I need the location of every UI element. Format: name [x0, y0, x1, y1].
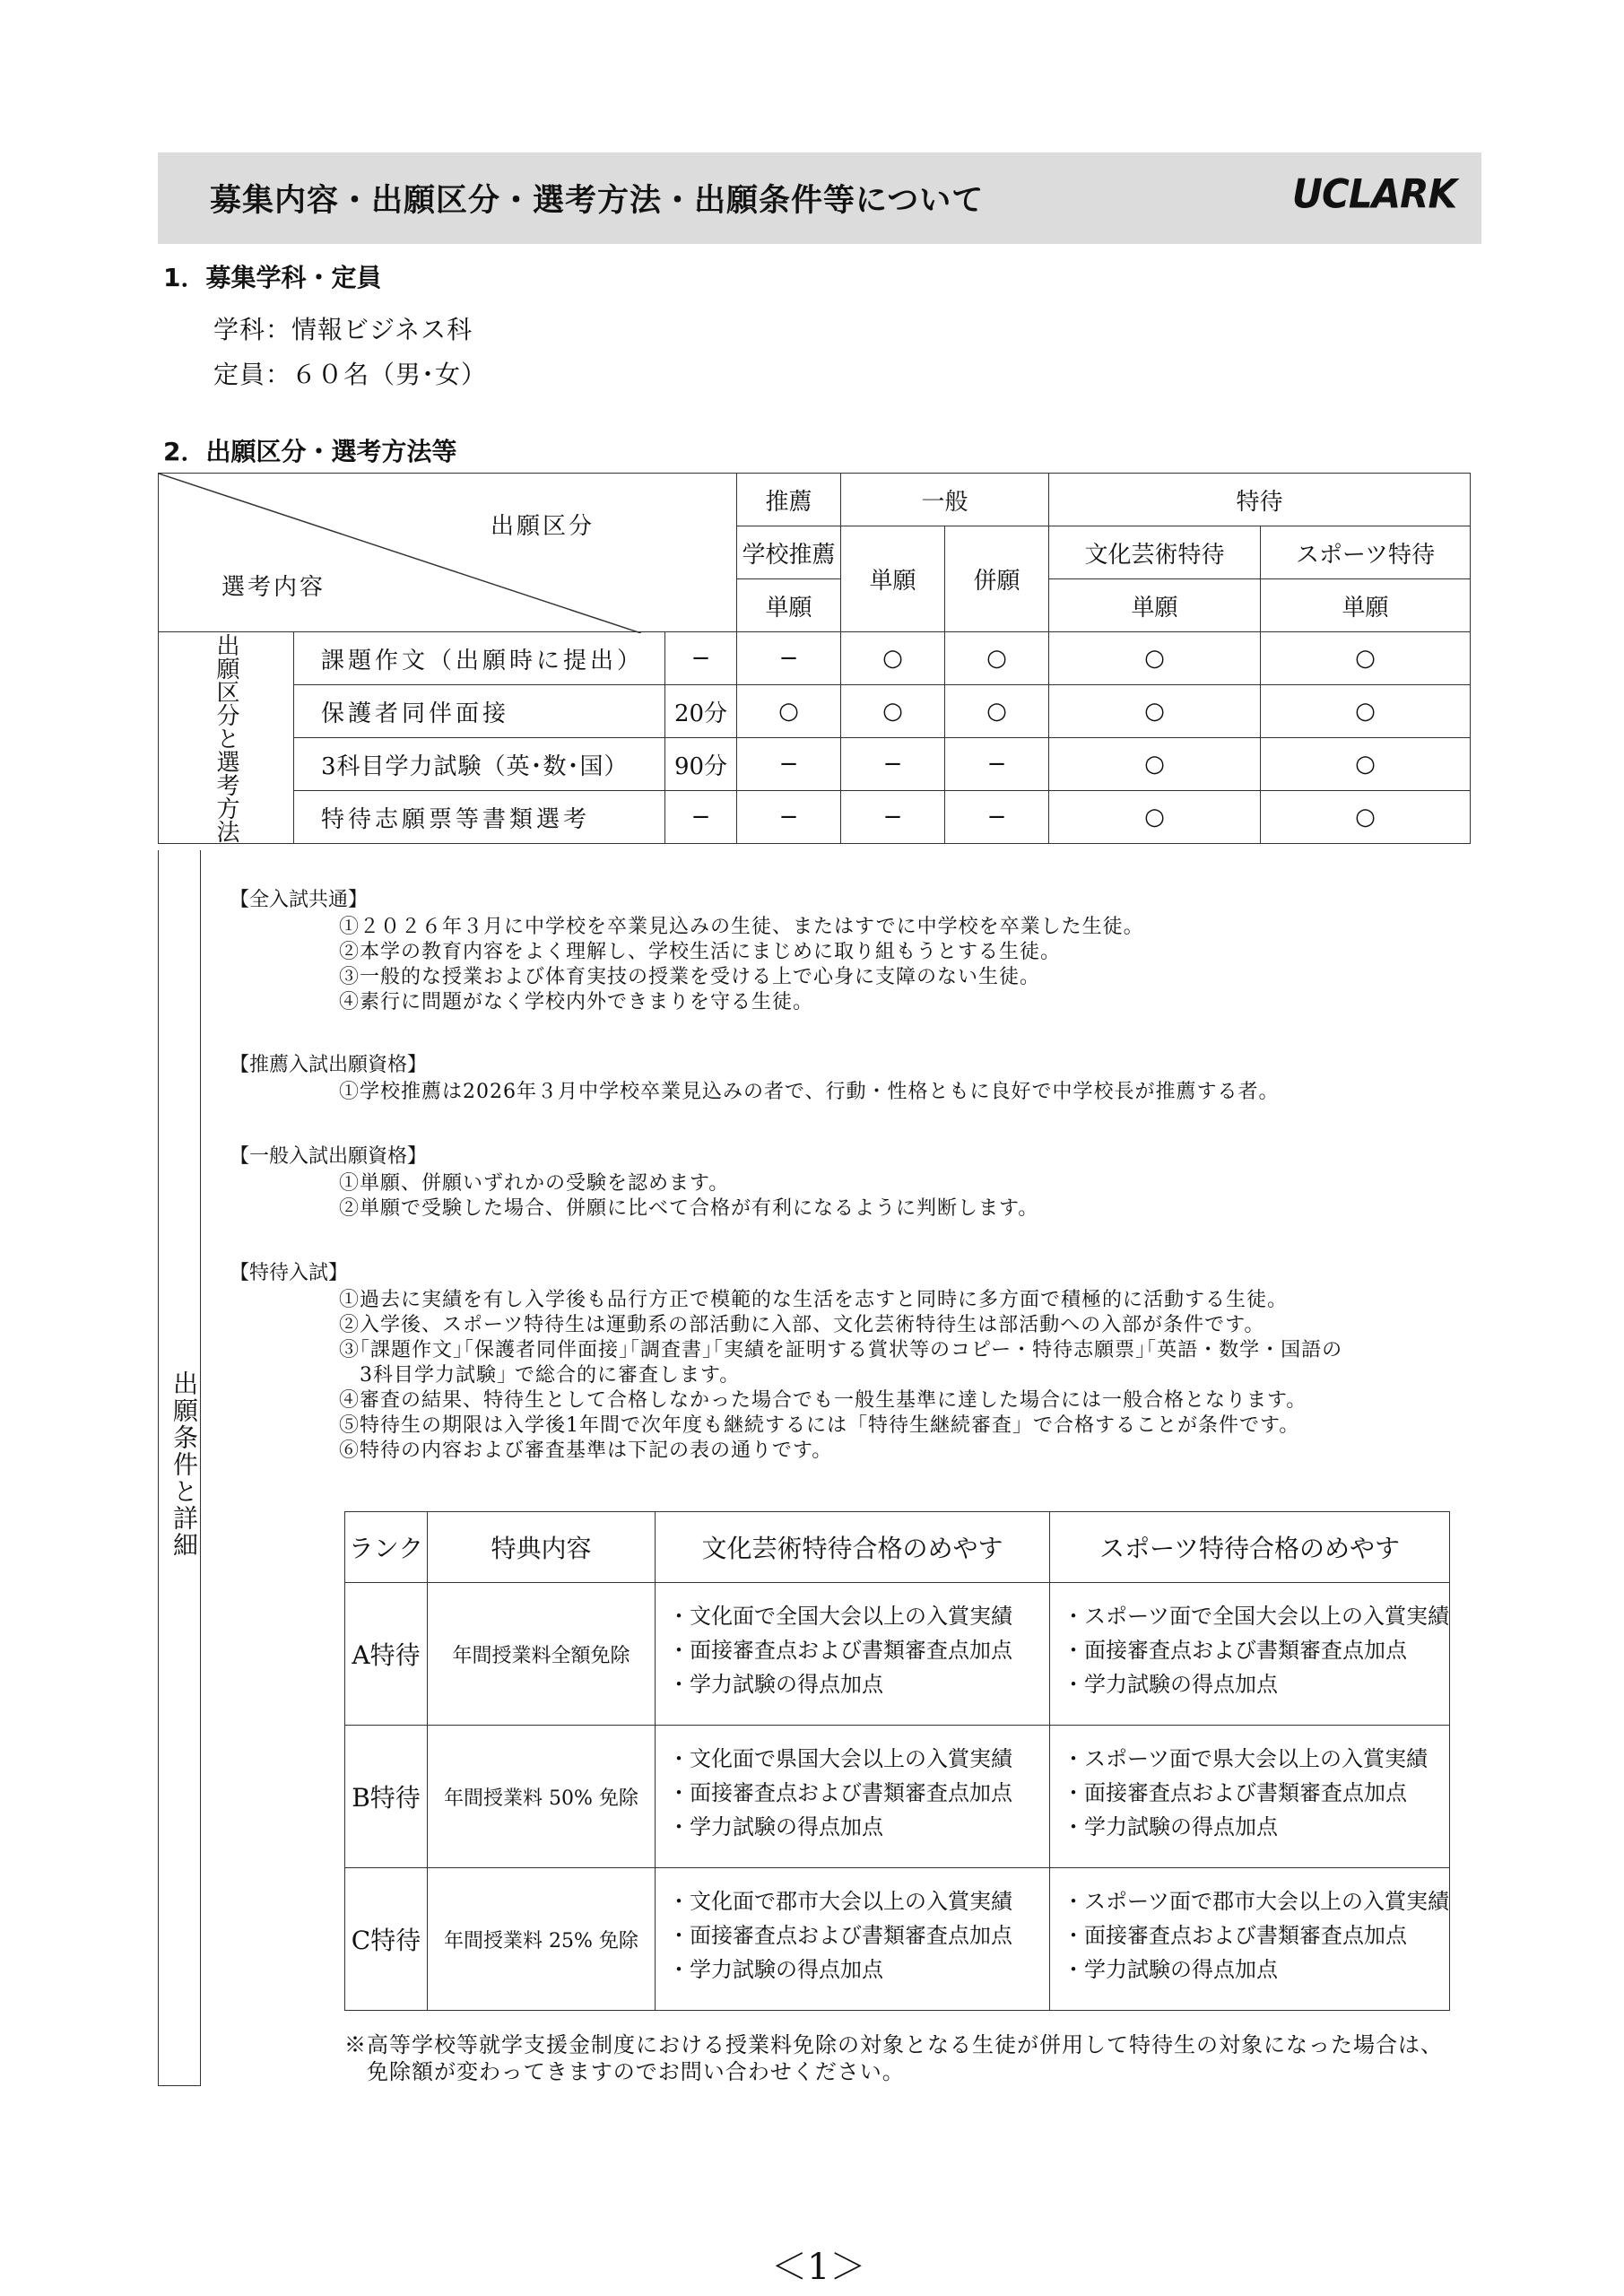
benefit-cell: 年間授業料全額免除: [428, 1583, 656, 1726]
criteria-line: ・学力試験の得点加点: [1063, 1957, 1278, 1982]
row-cell: ○: [945, 685, 1049, 738]
row-cell: ○: [1049, 632, 1261, 685]
row-name: 課題作文（出願時に提出）: [294, 632, 665, 685]
sports-criteria: [1050, 1726, 1450, 1868]
clark-logo: UCLARK: [1291, 170, 1456, 218]
row-cell: −: [737, 791, 841, 844]
row-cell: −: [841, 738, 945, 791]
row-cell: ○: [1261, 632, 1471, 685]
criteria-line: ・学力試験の得点加点: [668, 1957, 883, 1982]
row-name: 特待志願票等書類選考: [294, 791, 665, 844]
sports-header: スポーツ特待合格のめやす: [1050, 1512, 1450, 1583]
tokutai-item: ①過去に実績を有し入学後も品行方正で模範的な生活を志すと同時に多方面で積極的に活動する生徒。: [339, 1289, 1289, 1311]
sub-heigan: 併願: [945, 526, 1049, 632]
criteria-line: ・学力試験の得点加点: [668, 1814, 883, 1839]
common-item: ④素行に問題がなく学校内外できまりを守る生徒。: [339, 991, 814, 1013]
details-side-column: [158, 850, 201, 2086]
diag-bottom-label: 選考内容: [221, 574, 326, 601]
benefit-cell: 年間授業料 50% 免除: [428, 1726, 656, 1868]
criteria-line: ・面接審査点および書類審査点加点: [668, 1780, 1012, 1805]
row-cell: ○: [841, 685, 945, 738]
tokutai-item: ⑥特待の内容および審査基準は下記の表の通りです。: [339, 1439, 833, 1462]
row-cell: −: [945, 738, 1049, 791]
footnote-line: ※高等学校等就学支援金制度における授業料免除の対象となる生徒が併用して特待生の対象になった場合は、: [344, 2032, 1443, 2057]
row-cell: ○: [1261, 791, 1471, 844]
row-time: −: [665, 632, 737, 685]
sub-bunka: 文化芸術特待: [1049, 526, 1261, 579]
criteria-line: ・面接審査点および書類審査点加点: [668, 1923, 1012, 1948]
criteria-line: ・学力試験の得点加点: [1063, 1814, 1278, 1839]
row-cell: −: [945, 791, 1049, 844]
criteria-line: ・スポーツ面で全国大会以上の入賞実績: [1063, 1604, 1450, 1629]
sub-tangan-bunka: 単願: [1049, 579, 1261, 632]
tokutai-item: ④審査の結果、特待生として合格しなかった場合でも一般生基準に達した場合には一般合格となります。: [339, 1389, 1307, 1412]
row-time: −: [665, 791, 737, 844]
benefit-header: 特典内容: [428, 1512, 656, 1583]
criteria-line: ・文化面で県国大会以上の入賞実績: [668, 1746, 1012, 1771]
sub-tangan-sports: 単願: [1261, 579, 1471, 632]
group-suisen: 推薦: [737, 474, 841, 526]
capacity-line: 定員：６０名（男･女）: [213, 360, 488, 389]
suisen-item: ①学校推薦は2026年３月中学校卒業見込みの者で、行動・性格ともに良好で中学校長が推薦する者。: [339, 1081, 1280, 1103]
diag-top-label: 出願区分: [491, 513, 595, 540]
suisen-heading: 【推薦入試出願資格】: [230, 1054, 428, 1076]
row-time: 90分: [665, 738, 737, 791]
common-item: ①２０２６年３月に中学校を卒業見込みの生徒、またはすでに中学校を卒業した生徒。: [339, 916, 1144, 938]
common-item: ②本学の教育内容をよく理解し、学校生活にまじめに取り組もうとする生徒。: [339, 941, 1062, 963]
row-name: 保護者同伴面接: [294, 685, 665, 738]
page-number: ＜1＞: [771, 2247, 866, 2288]
diagonal-line: [159, 474, 641, 633]
group-ippan: 一般: [841, 474, 1049, 526]
row-cell: ○: [1049, 791, 1261, 844]
row-cell: −: [737, 738, 841, 791]
criteria-line: ・スポーツ面で県大会以上の入賞実績: [1063, 1746, 1429, 1771]
sports-criteria: [1050, 1583, 1450, 1726]
common-heading: 【全入試共通】: [230, 889, 369, 911]
sports-criteria: [1050, 1868, 1450, 2011]
side-label-details: 出願条件と詳細: [169, 1370, 199, 1559]
rank-cell: A特待: [345, 1583, 428, 1726]
ippan-item: ②単願で受験した場合、併願に比べて合格が有利になるように判断します。: [339, 1197, 1039, 1220]
row-cell: ○: [1049, 738, 1261, 791]
department-line: 学科：情報ビジネス科: [213, 315, 473, 344]
row-cell: ○: [841, 632, 945, 685]
row-cell: ○: [1261, 685, 1471, 738]
criteria-line: ・文化面で全国大会以上の入賞実績: [668, 1604, 1012, 1629]
common-item: ③一般的な授業および体育実技の授業を受ける上で心身に支障のない生徒。: [339, 966, 1041, 988]
page-header: [158, 152, 1481, 244]
row-time: 20分: [665, 685, 737, 738]
criteria-line: ・学力試験の得点加点: [1063, 1672, 1278, 1697]
sub-gakko-suisen: 学校推薦: [737, 526, 841, 579]
bunka-criteria: [656, 1726, 1050, 1868]
tokutai-heading: 【特待入試】: [230, 1262, 349, 1284]
rank-table: [344, 1511, 1450, 2011]
benefit-cell: 年間授業料 25% 免除: [428, 1868, 656, 2011]
criteria-line: ・面接審査点および書類審査点加点: [1063, 1638, 1407, 1663]
diagonal-header-cell: [159, 474, 737, 632]
selection-table: [158, 473, 1471, 844]
row-cell: ○: [945, 632, 1049, 685]
criteria-line: ・面接審査点および書類審査点加点: [668, 1638, 1012, 1663]
criteria-line: ・面接審査点および書類審査点加点: [1063, 1780, 1407, 1805]
ippan-heading: 【一般入試出願資格】: [230, 1145, 428, 1168]
row-cell: −: [737, 632, 841, 685]
group-tokutai: 特待: [1049, 474, 1471, 526]
row-name: 3科目学力試験（英･数･国）: [294, 738, 665, 791]
tokutai-item: ⑤特待生の期限は入学後1年間で次年度も継続するには「特待生継続審査」で合格することが条件です。: [339, 1414, 1300, 1437]
side-label-selection: 出願区分と選考方法: [159, 632, 294, 844]
row-cell: ○: [737, 685, 841, 738]
footnote-line: 免除額が変わってきますのでお問い合わせください。: [344, 2059, 905, 2084]
bunka-criteria: [656, 1583, 1050, 1726]
criteria-line: ・面接審査点および書類審査点加点: [1063, 1923, 1407, 1948]
criteria-line: ・スポーツ面で郡市大会以上の入賞実績: [1063, 1889, 1450, 1914]
tokutai-item: 3科目学力試験｣ で総合的に審査します。: [339, 1364, 741, 1387]
rank-cell: C特待: [345, 1868, 428, 2011]
bunka-header: 文化芸術特待合格のめやす: [656, 1512, 1050, 1583]
rank-cell: B特待: [345, 1726, 428, 1868]
row-cell: ○: [1261, 738, 1471, 791]
ippan-item: ①単願、併願いずれかの受験を認めます。: [339, 1172, 730, 1195]
row-cell: −: [841, 791, 945, 844]
row-cell: ○: [1049, 685, 1261, 738]
tokutai-item: ②入学後、スポーツ特待生は運動系の部活動に入部、文化芸術特待生は部活動への入部が条件です。: [339, 1314, 1265, 1336]
section2-title: 2．出願区分・選考方法等: [163, 437, 457, 466]
page-title: 募集内容・出願区分・選考方法・出願条件等について: [210, 183, 985, 219]
criteria-line: ・文化面で郡市大会以上の入賞実績: [668, 1889, 1012, 1914]
bunka-criteria: [656, 1868, 1050, 2011]
criteria-line: ・学力試験の得点加点: [668, 1672, 883, 1697]
sub-tangan-suisen: 単願: [737, 579, 841, 632]
sub-tangan: 単願: [841, 526, 945, 632]
section1-title: 1．募集学科・定員: [163, 263, 382, 292]
sub-sports: スポーツ特待: [1261, 526, 1471, 579]
tokutai-item: ③｢課題作文｣｢保護者同伴面接｣｢調査書｣｢実績を証明する賞状等のコピー・特待志願票｣｢英語・数学・国語の: [339, 1339, 1343, 1361]
rank-header: ランク: [345, 1512, 428, 1583]
